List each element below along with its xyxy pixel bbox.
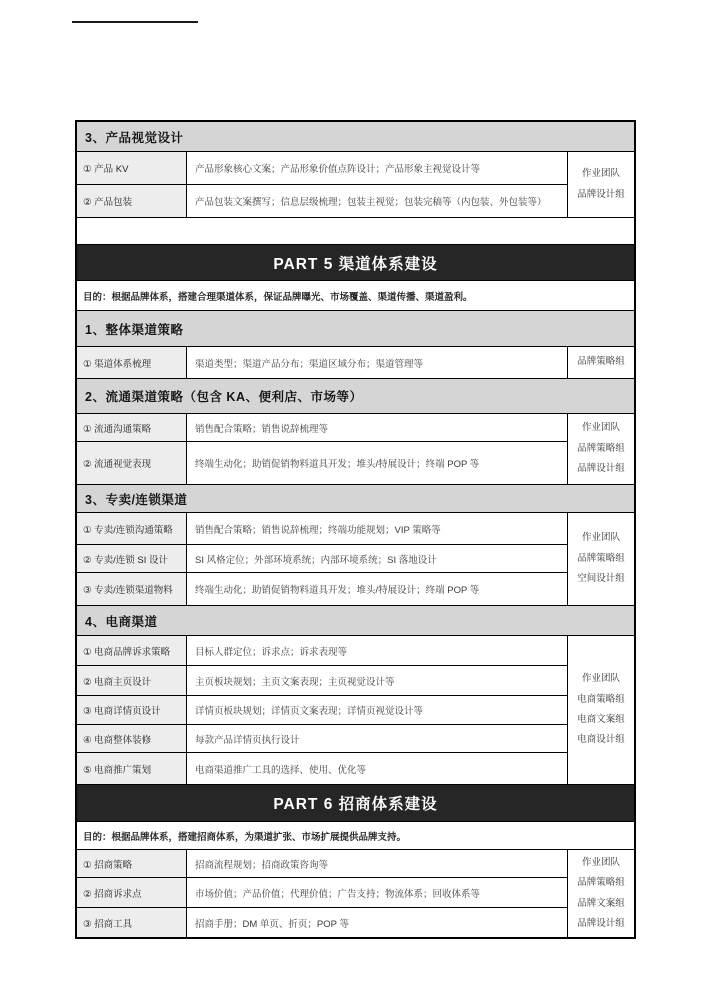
- task-label: ② 流通视觉表现: [77, 442, 187, 484]
- section-title: 3、专卖/连锁渠道: [85, 492, 188, 507]
- section-title: 1、整体渠道策略: [85, 322, 184, 337]
- team-line: 空间设计组: [577, 573, 625, 585]
- task-label: ② 专卖/连锁 SI 设计: [77, 545, 187, 572]
- section-header-product-visual: [77, 122, 634, 152]
- table-row: [77, 850, 567, 878]
- task-label: ① 专卖/连锁沟通策略: [77, 513, 187, 544]
- table-row: [77, 908, 567, 937]
- task-desc: 招商流程规划；招商政策咨询等: [195, 859, 329, 871]
- task-desc: 主页板块规划；主页文案表现；主页视觉设计等: [195, 676, 395, 688]
- task-label: ⑤ 电商推广策划: [77, 753, 187, 784]
- team-cell: [567, 414, 634, 484]
- table-row: [77, 185, 567, 217]
- team-line: 品牌设计组: [577, 463, 625, 475]
- task-desc: 产品形象核心文案；产品形象价值点阵设计；产品形象主视觉设计等: [195, 164, 481, 175]
- part5-banner: [77, 245, 634, 281]
- task-desc: 销售配合策略；销售说辞梳理；终端功能规划；VIP 策略等: [195, 524, 441, 536]
- section-title: 2、流通渠道策略（包含 KA、便利店、市场等）: [85, 390, 363, 404]
- table-row: [77, 753, 567, 784]
- team-line: 品牌文案组: [577, 897, 625, 909]
- task-desc: 市场价值；产品价值；代理价值；广告支持；物流体系；回收体系等: [195, 888, 481, 900]
- block-distribution-channel: [77, 414, 634, 485]
- table-row: [77, 152, 567, 185]
- part5-purpose-row: [77, 281, 634, 311]
- table-row: [77, 347, 567, 378]
- top-rule: [72, 21, 198, 23]
- purpose-text: 目的：根据品牌体系，搭建招商体系，为渠道扩张、市场扩展提供品牌支持。: [83, 831, 407, 843]
- table-row: [77, 414, 567, 442]
- team-cell: [567, 347, 634, 378]
- task-desc: 目标人群定位；诉求点；诉求表现等: [195, 646, 348, 658]
- purpose-text: 目的：根据品牌体系，搭建合理渠道体系，保证品牌曝光、市场覆盖、渠道传播、渠道盈利。: [83, 291, 473, 303]
- team-cell: [567, 152, 634, 217]
- team-line: 电商文案组: [577, 714, 625, 725]
- team-line: 电商策略组: [577, 693, 625, 705]
- section-header-ecommerce-channel: [77, 606, 634, 636]
- block-investment: [77, 850, 634, 937]
- table-row: [77, 545, 567, 573]
- team-line: 作业团队: [581, 532, 620, 544]
- task-desc: 每款产品详情页执行设计: [195, 734, 300, 746]
- section-title: 4、电商渠道: [85, 614, 158, 629]
- service-plan-table: [75, 120, 636, 939]
- task-label: ② 产品包装: [77, 185, 187, 217]
- table-row: [77, 696, 567, 725]
- part6-purpose-row: [77, 822, 634, 850]
- team-line: 作业团队: [581, 673, 620, 685]
- task-label: ① 产品 KV: [77, 152, 187, 184]
- team-line: 品牌策略组: [577, 442, 625, 454]
- table-row: [77, 666, 567, 696]
- task-label: ① 流通沟通策略: [77, 414, 187, 441]
- task-label: ① 招商策略: [77, 850, 187, 877]
- team-cell: [567, 513, 634, 605]
- task-desc: 终端生动化；助销促销物料道具开发；堆头/特展设计；终端 POP 等: [195, 459, 480, 470]
- team-line: 品牌设计组: [577, 188, 625, 200]
- table-row: [77, 878, 567, 908]
- part6-banner: [77, 785, 634, 822]
- table-row: [77, 573, 567, 605]
- table-row: [77, 442, 567, 484]
- block-franchise-channel: [77, 513, 634, 606]
- section-title: 3、产品视觉设计: [85, 130, 184, 145]
- section-header-distribution-channel: [77, 379, 634, 414]
- task-desc: 终端生动化；助销促销物料道具开发；堆头/特展设计；终端 POP 等: [195, 585, 480, 596]
- task-label: ③ 电商详情页设计: [77, 696, 187, 724]
- task-label: ② 招商诉求点: [77, 878, 187, 907]
- banner-title: PART 5 渠道体系建设: [273, 255, 438, 273]
- table-row: [77, 636, 567, 666]
- team-line: 作业团队: [581, 422, 620, 434]
- table-row: [77, 725, 567, 753]
- section-header-overall-channel: [77, 311, 634, 347]
- task-desc: 招商手册；DM 单页、折页；POP 等: [195, 918, 349, 930]
- banner-title: PART 6 招商体系建设: [273, 796, 438, 813]
- block-overall-channel: [77, 347, 634, 379]
- task-label: ③ 招商工具: [77, 908, 187, 937]
- team-cell: [567, 850, 634, 937]
- team-line: 品牌策略组: [577, 552, 625, 564]
- team-line: 作业团队: [581, 856, 620, 868]
- task-desc: 销售配合策略；销售说辞梳理等: [195, 423, 329, 435]
- task-desc: 详情页板块规划；详情页文案表现；详情页视觉设计等: [195, 706, 424, 717]
- team-line: 品牌策略组: [577, 356, 625, 368]
- team-cell: [567, 636, 634, 784]
- task-label: ① 渠道体系梳理: [77, 347, 187, 378]
- table-row: [77, 513, 567, 545]
- task-label: ③ 专卖/连锁渠道物料: [77, 573, 187, 605]
- team-line: 作业团队: [581, 168, 620, 180]
- task-desc: SI 风格定位；外部环境系统；内部环境系统；SI 落地设计: [195, 554, 437, 566]
- team-line: 电商设计组: [577, 734, 625, 746]
- block-product-visual: [77, 152, 634, 218]
- task-desc: 电商渠道推广工具的选择、使用、优化等: [195, 764, 367, 776]
- task-desc: 产品包装文案撰写；信息层级梳理；包装主视觉；包装完稿等（内包装、外包装等）: [195, 197, 547, 208]
- task-desc: 渠道类型；渠道产品分布；渠道区域分布；渠道管理等: [195, 358, 424, 370]
- blank-row: [77, 218, 634, 245]
- team-line: 品牌设计组: [577, 917, 625, 929]
- section-header-franchise-channel: [77, 485, 634, 513]
- task-label: ② 电商主页设计: [77, 666, 187, 695]
- team-line: 品牌策略组: [577, 877, 625, 889]
- task-label: ④ 电商整体装修: [77, 725, 187, 752]
- block-ecommerce-channel: [77, 636, 634, 785]
- task-label: ① 电商品牌诉求策略: [77, 636, 187, 665]
